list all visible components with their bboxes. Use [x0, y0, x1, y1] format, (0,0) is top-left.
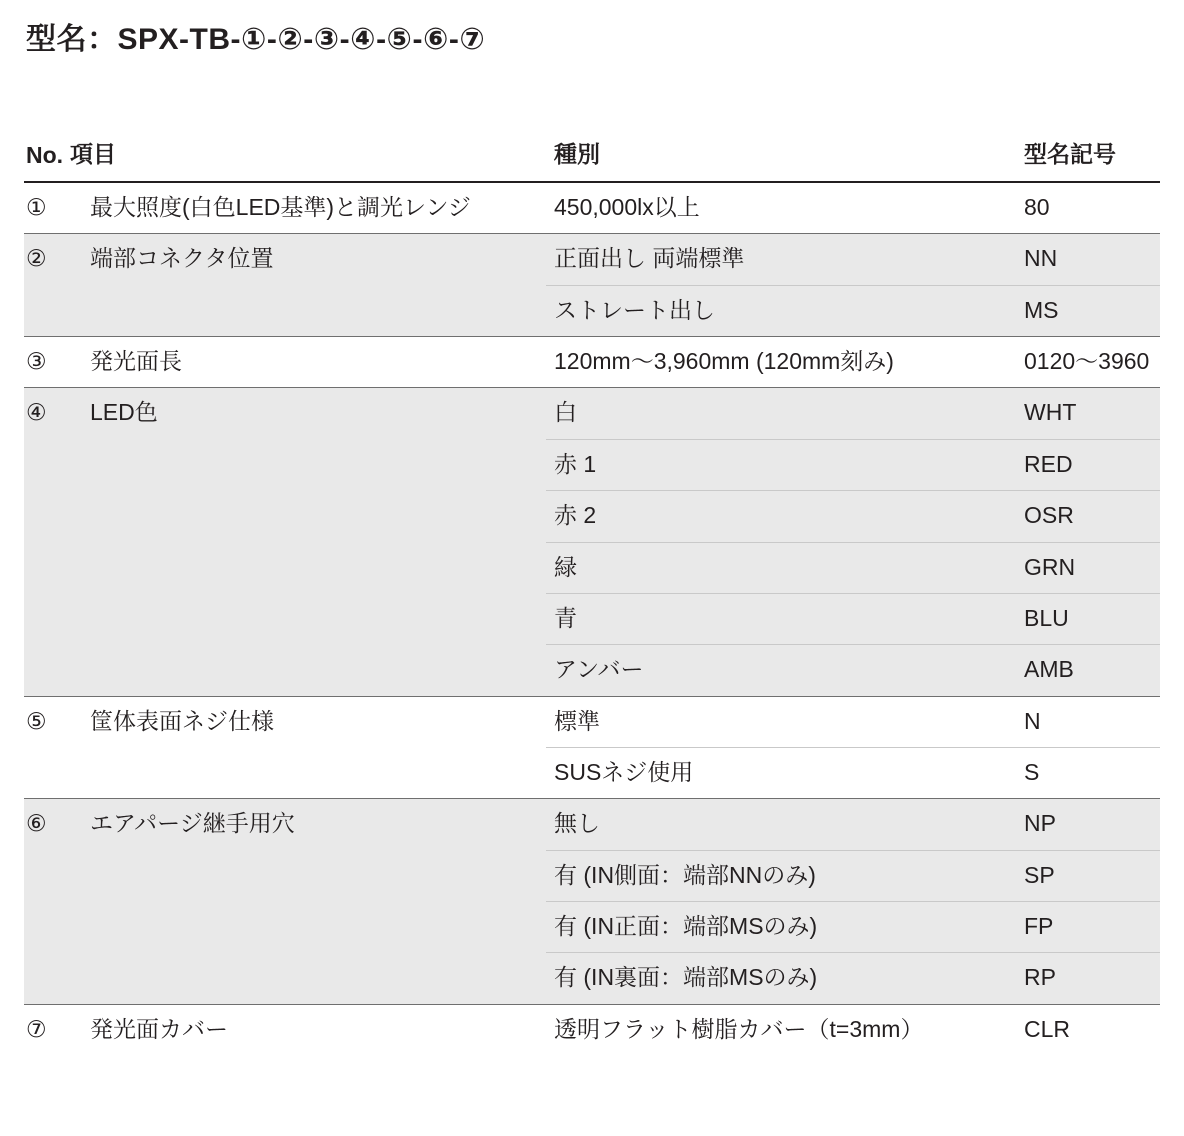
cell-code: S: [1016, 747, 1160, 798]
cell-code: NP: [1016, 799, 1160, 850]
table-body: [24, 182, 1160, 1055]
cell-kind: 透明フラット樹脂カバー（t=3mm）: [554, 1015, 924, 1042]
cell-kind: 緑: [546, 542, 1016, 593]
cell-code: RP: [1016, 953, 1160, 1004]
cell-item: 発光面長: [70, 337, 546, 388]
table-row: [24, 696, 1160, 747]
cell-kind: 赤 1: [546, 439, 1016, 490]
cell-code: 80: [1016, 182, 1160, 234]
column-header-item: 項目: [70, 126, 546, 182]
cell-kind: 正面出し 両端標準: [546, 234, 1016, 285]
cell-kind: 有 (IN正面：端部MSのみ): [546, 902, 1016, 953]
table-header: [24, 126, 1160, 182]
cell-kind: 有 (IN側面：端部NNのみ): [546, 850, 1016, 901]
cell-no: ④: [24, 388, 70, 696]
cell-item: 筐体表面ネジ仕様: [70, 696, 546, 799]
page-title: 型名：SPX-TB-①-②-③-④-⑤-⑥-⑦: [26, 23, 486, 56]
cell-code: GRN: [1016, 542, 1160, 593]
cell-code: SP: [1016, 850, 1160, 901]
cell-code: CLR: [1024, 1015, 1071, 1042]
cell-code: 0120〜3960: [1016, 337, 1160, 388]
cell-item: 発光面カバー: [90, 1015, 228, 1042]
cell-kind: 無し: [546, 799, 1016, 850]
table-row: [24, 799, 1160, 850]
cell-kind: 青: [546, 593, 1016, 644]
table-header-row: [24, 126, 1160, 182]
cell-code: N: [1016, 696, 1160, 747]
table-row: [24, 337, 1160, 388]
table-row: [24, 182, 1160, 234]
cell-no: ⑥: [24, 799, 70, 1004]
cell-code: NN: [1016, 234, 1160, 285]
cell-no: ⑦: [26, 1015, 47, 1042]
cell-no: ①: [24, 182, 70, 234]
cell-kind: 標準: [546, 696, 1016, 747]
cell-kind: SUSネジ使用: [546, 747, 1016, 798]
column-header-kind: 種別: [546, 126, 1016, 182]
cell-kind: 白: [546, 388, 1016, 439]
cell-code: MS: [1016, 285, 1160, 336]
cell-kind: 赤 2: [546, 491, 1016, 542]
cell-item: LED色: [70, 388, 546, 696]
cell-kind: 450,000lx以上: [546, 182, 1016, 234]
cell-item: 最大照度(白色LED基準)と調光レンジ: [70, 182, 546, 234]
column-header-no: No.: [24, 126, 70, 182]
cell-code: AMB: [1016, 645, 1160, 696]
cell-item: エアパージ継手用穴: [70, 799, 546, 1004]
cell-no: ⑤: [24, 696, 70, 799]
table-row: [24, 388, 1160, 439]
cell-kind: 120mm〜3,960mm (120mm刻み): [546, 337, 1016, 388]
cell-code: WHT: [1016, 388, 1160, 439]
cell-code: BLU: [1016, 593, 1160, 644]
cell-no: ②: [24, 234, 70, 337]
table-row: [24, 1004, 1160, 1055]
cell-code: RED: [1016, 439, 1160, 490]
cell-kind: 有 (IN裏面：端部MSのみ): [546, 953, 1016, 1004]
cell-kind: ストレート出し: [546, 285, 1016, 336]
cell-kind: アンバー: [546, 645, 1016, 696]
model-code-table: [24, 126, 1160, 1055]
cell-code: FP: [1016, 902, 1160, 953]
column-header-code: 型名記号: [1016, 126, 1160, 182]
cell-no: ③: [24, 337, 70, 388]
cell-code: OSR: [1016, 491, 1160, 542]
table-row: [24, 234, 1160, 285]
cell-item: 端部コネクタ位置: [70, 234, 546, 337]
